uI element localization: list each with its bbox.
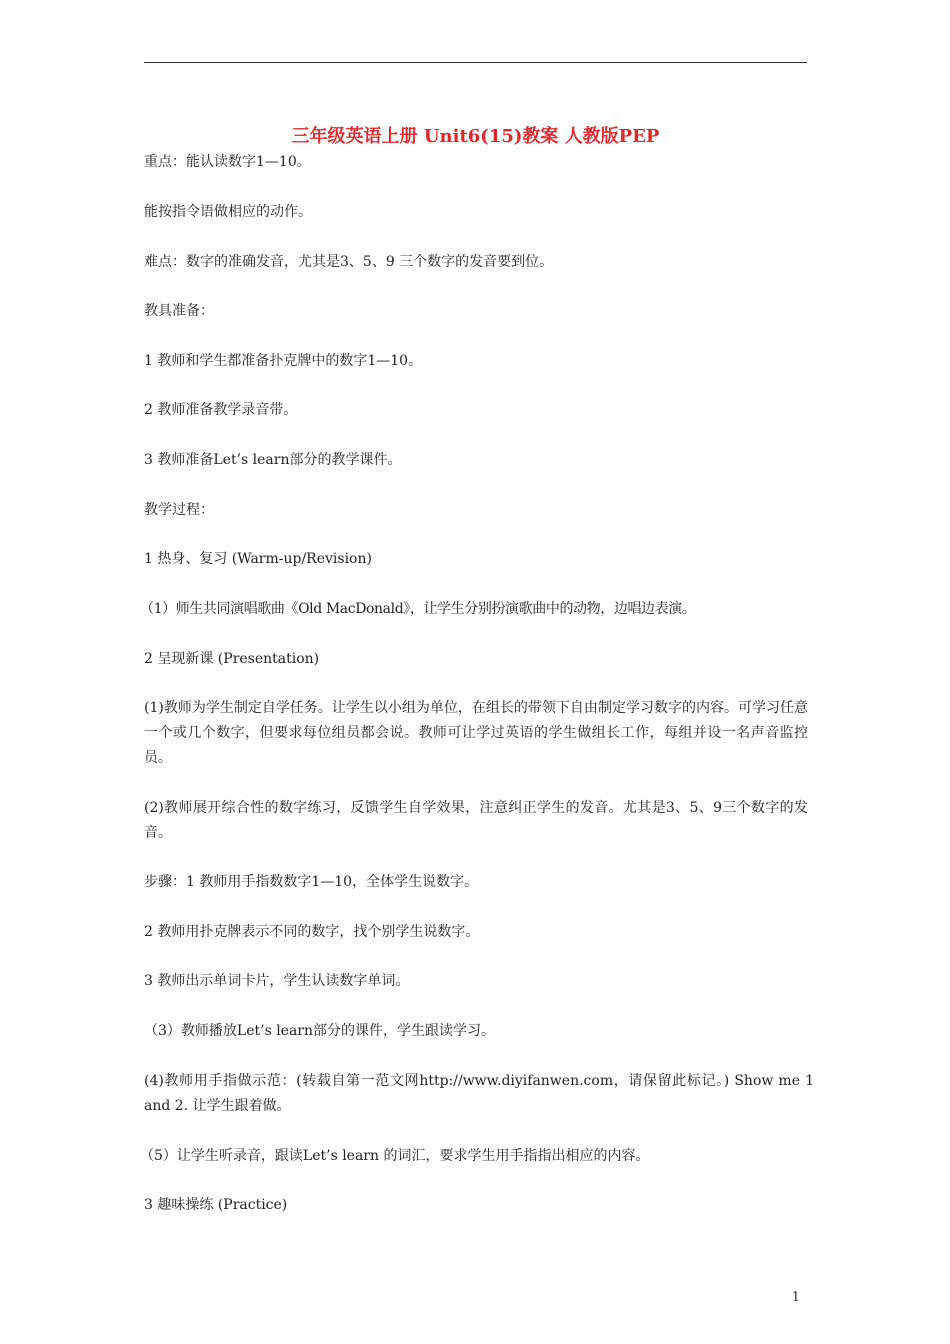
paragraph-presentation-2: (2)教师展开综合性的数字练习，反馈学生自学效果，注意纠正学生的发音。尤其是3、5、9三个数字的发音。: [144, 800, 808, 841]
paragraph-materials-heading: 教具准备：: [144, 303, 214, 319]
paragraph-warmup-song: （1）师生共同演唱歌曲《Old MacDonald》，让学生分别扮演歌曲中的动物，边唱边表演。: [140, 601, 696, 617]
paragraph-difficulties: 难点：数字的准确发音，尤其是3、5、9 三个数字的发音要到位。: [144, 254, 554, 270]
document-title: 三年级英语上册 Unit6(15)教案 人教版PEP: [291, 126, 660, 147]
paragraph-key-points: 重点：能认读数字1—10。: [144, 154, 311, 170]
paragraph-presentation-3: （3）教师播放Let’s learn部分的课件，学生跟读学习。: [144, 1023, 496, 1039]
paragraph-step-practice: 3 趣味操练 (Practice): [144, 1197, 288, 1213]
paragraph-steps-1: 步骤：1 教师用手指数数字1—10，全体学生说数字。: [144, 874, 479, 890]
paragraph-material-3: 3 教师准备Let’s learn部分的教学课件。: [144, 452, 402, 468]
page-number: 1: [791, 1290, 800, 1305]
paragraph-material-2: 2 教师准备教学录音带。: [144, 402, 298, 418]
paragraph-steps-3: 3 教师出示单词卡片，学生认读数字单词。: [144, 973, 410, 989]
paragraph-step-presentation: 2 呈现新课 (Presentation): [144, 651, 320, 667]
paragraph-presentation-4: (4)教师用手指做示范：(转载自第一范文网http://www.diyifanwen.com，请保留此标记。) Show me 1 and 2. 让学生跟着做。: [144, 1073, 814, 1114]
paragraph-steps-2: 2 教师用扑克牌表示不同的数字，找个别学生说数字。: [144, 924, 480, 940]
paragraph-step-warmup: 1 热身、复习 (Warm-up/Revision): [144, 551, 372, 567]
paragraph-presentation-5: （5）让学生听录音，跟读Let’s learn 的词汇，要求学生用手指指出相应的内容。: [140, 1148, 650, 1164]
paragraph-process-heading: 教学过程：: [144, 502, 214, 518]
paragraph-key-points-actions: 能按指令语做相应的动作。: [144, 204, 312, 220]
header-rule: [144, 62, 807, 63]
paragraph-material-1: 1 教师和学生都准备扑克牌中的数字1—10。: [144, 353, 423, 369]
paragraph-presentation-1: (1)教师为学生制定自学任务。让学生以小组为单位，在组长的带领下自由制定学习数字的内容。可学习任意一个或几个数字，但要求每位组员都会说。教师可让学过英语的学生做组长工作，每组并设一名声音监控员。: [144, 700, 808, 766]
